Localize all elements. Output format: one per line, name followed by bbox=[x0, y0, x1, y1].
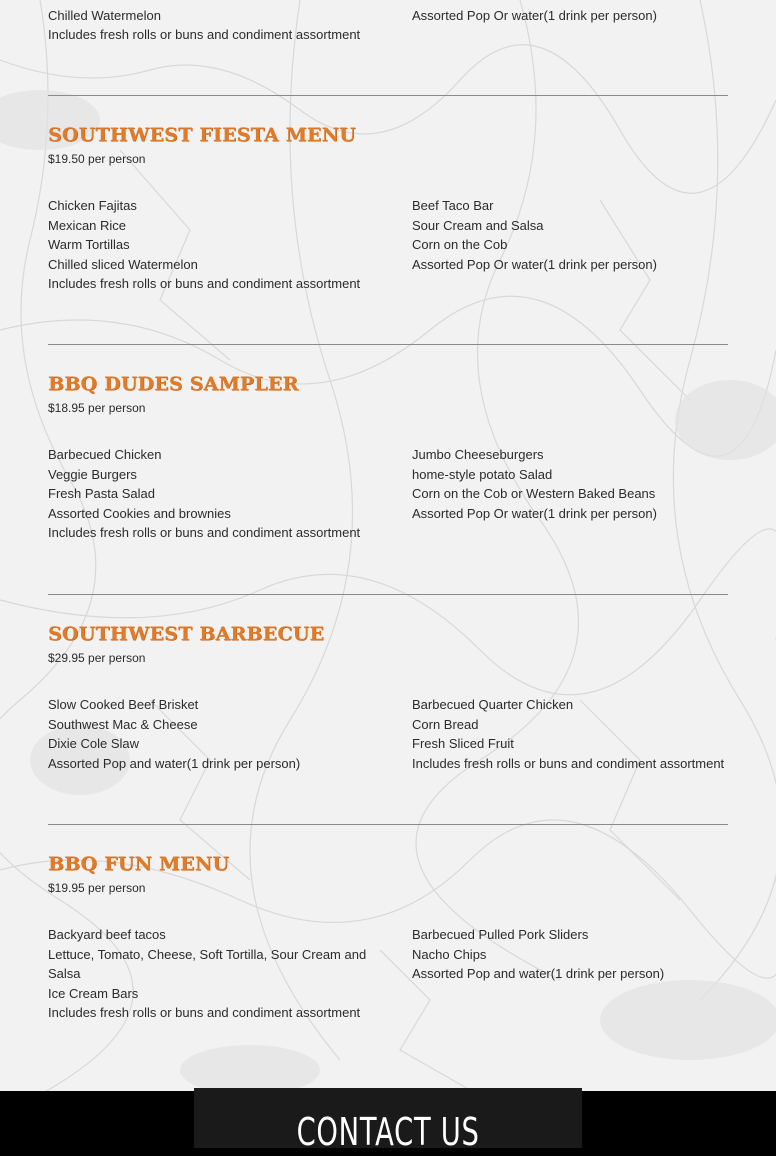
menu-section-southwest-barbecue bbox=[48, 622, 728, 773]
price-unit: per person bbox=[88, 651, 146, 665]
menu-item: Corn on the Cob bbox=[412, 237, 508, 252]
menu-item: Mexican Rice bbox=[48, 217, 127, 233]
menu-item: Includes fresh rolls or buns and condiment assortment bbox=[48, 525, 361, 540]
menu-item: Assorted Pop Or water(1 drink per person) bbox=[412, 256, 657, 272]
menu-item: Assorted Pop Or water(1 drink per person) bbox=[412, 505, 657, 521]
section-divider bbox=[48, 344, 728, 345]
menu-item: Barbecued Pulled Pork Sliders bbox=[412, 927, 589, 942]
partial-menu-items bbox=[48, 0, 728, 45]
menu-title: SOUTHWEST FIESTA MENU bbox=[48, 124, 356, 146]
menu-item: Jumbo Cheeseburgers bbox=[412, 447, 544, 462]
menu-item: Backyard beef tacos bbox=[48, 927, 166, 942]
menu-item: Nacho Chips bbox=[412, 946, 487, 962]
menu-item: Chicken Fajitas bbox=[48, 198, 137, 213]
menu-items-right bbox=[412, 925, 728, 1023]
menu-items bbox=[48, 925, 728, 1023]
menu-section-bbq-fun-menu bbox=[48, 852, 728, 1023]
menu-price bbox=[48, 151, 728, 167]
menu-price bbox=[48, 880, 728, 896]
section-divider bbox=[48, 824, 728, 825]
menu-item: Assorted Pop Or water(1 drink per person) bbox=[412, 7, 657, 23]
menu-title: SOUTHWEST BARBECUE bbox=[48, 623, 325, 645]
menu-items-right bbox=[412, 196, 728, 294]
menu-item: Fresh Sliced Fruit bbox=[412, 736, 514, 751]
menu-item: Lettuce, Tomato, Cheese, Soft Tortilla, Sour Cream and Salsa bbox=[48, 946, 367, 981]
contact-us-button[interactable] bbox=[194, 1088, 582, 1154]
menu-items-left bbox=[48, 445, 368, 543]
menu-price bbox=[48, 650, 728, 666]
price-amount: $19.50 bbox=[48, 152, 85, 166]
menu-item: Corn on the Cob or Western Baked Beans bbox=[412, 486, 656, 501]
menu-title: BBQ FUN MENU bbox=[48, 853, 230, 875]
menu-item: Dixie Cole Slaw bbox=[48, 736, 140, 751]
menu-item: Southwest Mac & Cheese bbox=[48, 716, 198, 732]
menu-items-left bbox=[48, 925, 368, 1023]
menu-item: Ice Cream Bars bbox=[48, 985, 139, 1001]
menu-item: Assorted Pop and water(1 drink per person) bbox=[412, 966, 665, 981]
price-amount: $18.95 bbox=[48, 401, 85, 415]
menu-item: Fresh Pasta Salad bbox=[48, 486, 155, 501]
section-divider bbox=[48, 95, 728, 96]
contact-us-label: CONTACT US bbox=[296, 1110, 480, 1154]
menu-item: Sour Cream and Salsa bbox=[412, 217, 544, 233]
menu-item: Veggie Burgers bbox=[48, 466, 137, 482]
menu-item: Warm Tortillas bbox=[48, 237, 130, 252]
menu-item: Includes fresh rolls or buns and condiment assortment bbox=[48, 1005, 361, 1020]
menu-item: Barbecued Chicken bbox=[48, 447, 162, 462]
menu-items bbox=[48, 695, 728, 773]
menu-item: Assorted Cookies and brownies bbox=[48, 505, 231, 521]
price-amount: $29.95 bbox=[48, 651, 85, 665]
menu-price bbox=[48, 400, 728, 416]
menu-section-southwest-fiesta bbox=[48, 123, 728, 294]
menu-items-right bbox=[412, 695, 728, 773]
price-amount: $19.95 bbox=[48, 881, 85, 895]
menu-item: Assorted Pop and water(1 drink per person) bbox=[48, 755, 301, 771]
section-divider bbox=[48, 594, 728, 595]
menu-item: home-style potato Salad bbox=[412, 466, 553, 482]
menu-item: Includes fresh rolls or buns and condiment assortment bbox=[48, 27, 361, 42]
menu-item: Beef Taco Bar bbox=[412, 198, 494, 213]
price-unit: per person bbox=[88, 401, 146, 415]
menu-item: Includes fresh rolls or buns and condiment assortment bbox=[48, 276, 361, 291]
price-unit: per person bbox=[88, 152, 146, 166]
menu-section-bbq-dudes-sampler bbox=[48, 372, 728, 543]
menu-items-right bbox=[412, 0, 728, 45]
menu-item: Slow Cooked Beef Brisket bbox=[48, 697, 199, 712]
menu-title: BBQ DUDES SAMPLER bbox=[48, 373, 299, 395]
menu-item: Corn Bread bbox=[412, 716, 479, 732]
menu-items-left bbox=[48, 0, 368, 45]
menu-items-left bbox=[48, 695, 368, 773]
menu-item: Chilled Watermelon bbox=[48, 7, 161, 23]
menu-items-right bbox=[412, 445, 728, 543]
menu-item: Barbecued Quarter Chicken bbox=[412, 697, 574, 712]
menu-items-left bbox=[48, 196, 368, 294]
menu-items bbox=[48, 196, 728, 294]
price-unit: per person bbox=[88, 881, 146, 895]
menu-item: Includes fresh rolls or buns and condiment assortment bbox=[412, 755, 725, 771]
menu-item: Chilled sliced Watermelon bbox=[48, 256, 198, 272]
menu-items bbox=[48, 445, 728, 543]
